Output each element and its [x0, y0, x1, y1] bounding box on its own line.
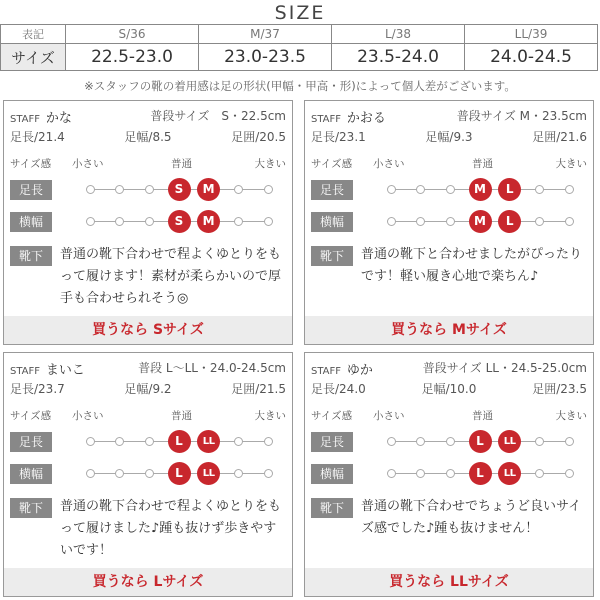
scale-normal-label: 普通 [472, 410, 493, 422]
scale-dot [416, 217, 425, 226]
scale-dot [86, 437, 95, 446]
scale-small-label: 小さい [373, 158, 405, 170]
length-tag: 足長 [311, 180, 353, 200]
socks-tag: 靴下 [311, 498, 353, 518]
fit-scale-header [10, 156, 286, 172]
scale-large-label: 大きい [555, 410, 587, 422]
scale-normal-label: 普通 [171, 158, 192, 170]
foot-measurements [10, 128, 286, 146]
foot-width: 足幅/9.3 [425, 130, 473, 144]
foot-measurements [311, 380, 587, 398]
size-range: 22.5-23.0 [66, 44, 199, 71]
size-range: 23.5-24.0 [332, 44, 465, 71]
scale-small-label: 小さい [72, 410, 104, 422]
staff-name: かおる [346, 111, 386, 126]
scale-dot [264, 217, 273, 226]
scale-dot [565, 437, 574, 446]
size-label: M/37 [199, 25, 332, 44]
scale-dot [145, 217, 154, 226]
foot-measurements [10, 380, 286, 398]
fit-title: サイズ感 [10, 410, 52, 422]
length-scale [385, 178, 575, 202]
size-mark: L [469, 430, 492, 453]
width-tag: 横幅 [311, 464, 353, 484]
scale-dot [535, 469, 544, 478]
fit-scale-header [311, 408, 587, 424]
staff-label: STAFF [10, 114, 41, 125]
staff-name: まいこ [45, 363, 85, 378]
size-mark: L [469, 462, 492, 485]
scale-dot [264, 185, 273, 194]
width-scale [84, 210, 274, 234]
size-mark: LL [197, 430, 220, 453]
scale-dot [86, 185, 95, 194]
scale-dot [387, 437, 396, 446]
length-scale [84, 430, 274, 454]
size-range: 23.0-23.5 [199, 44, 332, 71]
size-mark: S [168, 210, 191, 233]
length-tag: 足長 [10, 432, 52, 452]
scale-dot [387, 469, 396, 478]
size-mark: L [498, 178, 521, 201]
scale-dot [446, 469, 455, 478]
foot-length: 足長/23.7 [10, 382, 65, 396]
socks-tag: 靴下 [10, 498, 52, 518]
scale-dot [145, 437, 154, 446]
size-mark: M [469, 178, 492, 201]
fit-title: サイズ感 [311, 410, 353, 422]
usual-size: 普段サイズ S・22.5cm [150, 109, 286, 123]
scale-small-label: 小さい [72, 158, 104, 170]
size-mark: LL [498, 430, 521, 453]
staff-comment: 普通の靴下合わせでちょうど良いサイズ感でした♪踵も抜けません！ [361, 499, 582, 536]
staff-comment: 普通の靴下と合わせましたがぴったりです！軽い履き心地で楽ちん♪ [361, 247, 583, 284]
size-mark: L [168, 430, 191, 453]
size-label: S/36 [66, 25, 199, 44]
foot-length: 足長/24.0 [311, 382, 366, 396]
size-label: L/38 [332, 25, 465, 44]
scale-dot [565, 469, 574, 478]
size-table [0, 24, 598, 71]
scale-dot [565, 185, 574, 194]
scale-dot [234, 217, 243, 226]
size-table-header-label: 表記 [1, 25, 66, 44]
width-scale [84, 462, 274, 486]
scale-dot [234, 185, 243, 194]
scale-dot [535, 437, 544, 446]
staff-card [3, 352, 293, 597]
staff-header [311, 107, 587, 125]
size-table-row-label: サイズ [1, 44, 66, 71]
staff-card [304, 352, 594, 597]
foot-girth: 足囲/23.5 [532, 382, 587, 396]
length-tag: 足長 [10, 180, 52, 200]
scale-dot [446, 185, 455, 194]
scale-dot [416, 469, 425, 478]
size-table-row-labels [1, 25, 598, 44]
scale-dot [86, 469, 95, 478]
scale-dot [446, 437, 455, 446]
socks-tag: 靴下 [10, 246, 52, 266]
size-table-row-ranges [1, 44, 598, 71]
width-tag: 横幅 [10, 212, 52, 232]
size-label: LL/39 [465, 25, 598, 44]
fit-note: ※スタッフの靴の着用感は足の形状(甲幅・甲高・形)によって個人差がございます。 [84, 79, 516, 93]
foot-length: 足長/21.4 [10, 130, 65, 144]
foot-girth: 足囲/20.5 [231, 130, 286, 144]
staff-label: STAFF [10, 366, 41, 377]
usual-size: 普段サイズ LL・24.5-25.0cm [422, 361, 587, 375]
staff-header [10, 107, 286, 125]
size-mark: M [197, 178, 220, 201]
staff-label: STAFF [311, 366, 342, 377]
scale-dot [446, 217, 455, 226]
size-recommendation: 買うなら Lサイズ [4, 568, 292, 596]
scale-dot [416, 437, 425, 446]
size-mark: LL [498, 462, 521, 485]
staff-header [10, 359, 286, 377]
foot-girth: 足囲/21.6 [532, 130, 587, 144]
foot-width: 足幅/10.0 [421, 382, 477, 396]
length-scale [385, 430, 575, 454]
width-scale [385, 462, 575, 486]
scale-dot [535, 185, 544, 194]
staff-card [3, 100, 293, 345]
staff-comment: 普通の靴下合わせで程よくゆとりをもって履けました♪踵も抜けず歩きやすいです！ [60, 499, 282, 558]
page-title: SIZE [274, 2, 326, 24]
foot-girth: 足囲/21.5 [231, 382, 286, 396]
size-recommendation: 買うなら Mサイズ [305, 316, 593, 344]
width-tag: 横幅 [311, 212, 353, 232]
staff-comment: 普通の靴下合わせで程よくゆとりをもって履けます！素材が柔らかいので厚手も合わせられそう◎ [60, 247, 282, 306]
foot-width: 足幅/9.2 [124, 382, 172, 396]
scale-normal-label: 普通 [472, 158, 493, 170]
foot-width: 足幅/8.5 [124, 130, 172, 144]
scale-small-label: 小さい [373, 410, 405, 422]
size-mark: L [498, 210, 521, 233]
usual-size: 普段サイズ M・23.5cm [456, 109, 587, 123]
usual-size: 普段 L〜LL・24.0-24.5cm [138, 361, 286, 375]
fit-scale-header [311, 156, 587, 172]
foot-length: 足長/23.1 [311, 130, 366, 144]
scale-dot [115, 437, 124, 446]
scale-dot [115, 469, 124, 478]
staff-name: かな [45, 111, 72, 126]
scale-dot [115, 217, 124, 226]
size-mark: M [469, 210, 492, 233]
scale-dot [115, 185, 124, 194]
length-tag: 足長 [311, 432, 353, 452]
length-scale [84, 178, 274, 202]
staff-name: ゆか [346, 363, 373, 378]
size-range: 24.0-24.5 [465, 44, 598, 71]
width-scale [385, 210, 575, 234]
size-recommendation: 買うなら Sサイズ [4, 316, 292, 344]
foot-measurements [311, 128, 587, 146]
scale-dot [535, 217, 544, 226]
scale-dot [264, 469, 273, 478]
size-recommendation: 買うなら LLサイズ [305, 568, 593, 596]
scale-large-label: 大きい [254, 410, 286, 422]
fit-scale-header [10, 408, 286, 424]
socks-tag: 靴下 [311, 246, 353, 266]
fit-title: サイズ感 [311, 158, 353, 170]
scale-dot [86, 217, 95, 226]
scale-dot [234, 469, 243, 478]
scale-dot [145, 185, 154, 194]
scale-normal-label: 普通 [171, 410, 192, 422]
width-tag: 横幅 [10, 464, 52, 484]
staff-label: STAFF [311, 114, 342, 125]
scale-large-label: 大きい [254, 158, 286, 170]
size-mark: M [197, 210, 220, 233]
scale-dot [387, 217, 396, 226]
scale-dot [264, 437, 273, 446]
scale-dot [565, 217, 574, 226]
scale-dot [416, 185, 425, 194]
scale-large-label: 大きい [555, 158, 587, 170]
scale-dot [387, 185, 396, 194]
size-mark: S [168, 178, 191, 201]
staff-header [311, 359, 587, 377]
scale-dot [234, 437, 243, 446]
size-mark: L [168, 462, 191, 485]
size-mark: LL [197, 462, 220, 485]
scale-dot [145, 469, 154, 478]
staff-card [304, 100, 594, 345]
fit-title: サイズ感 [10, 158, 52, 170]
